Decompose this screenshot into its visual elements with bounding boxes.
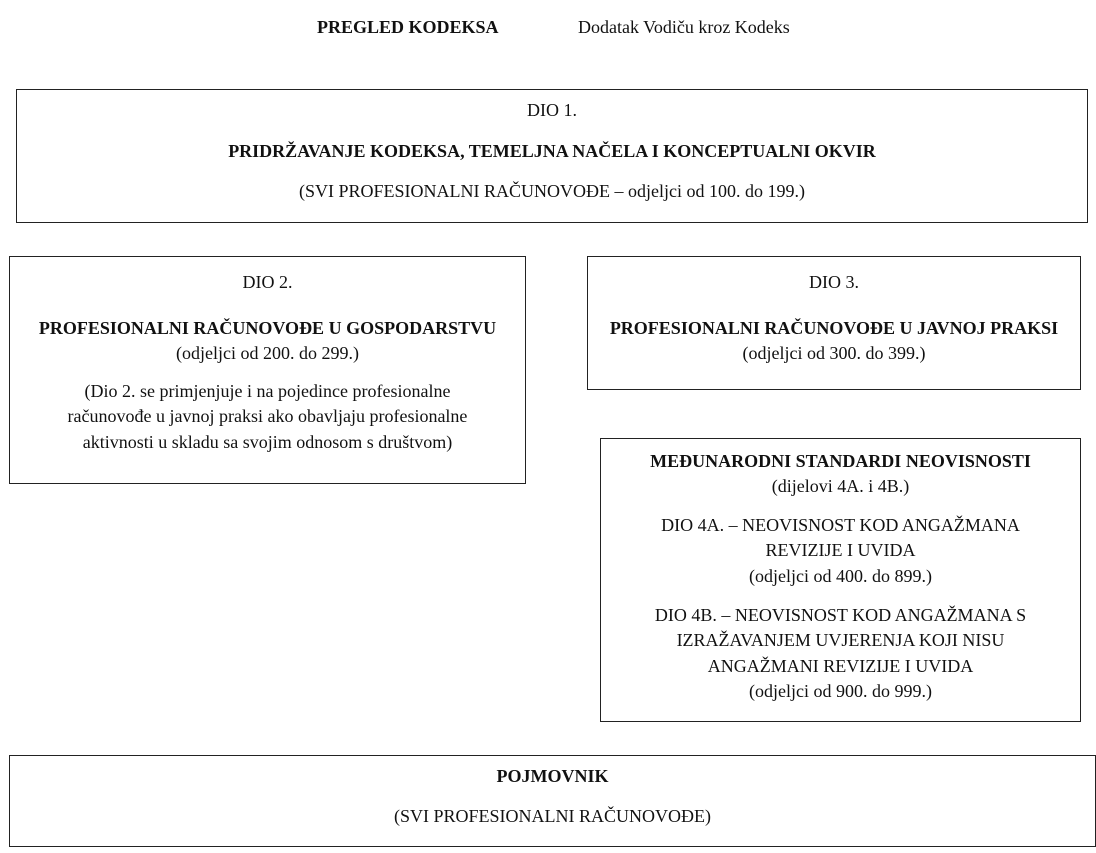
part1-label: DIO 1.	[527, 100, 577, 120]
glossary-box	[9, 755, 1096, 847]
part3-title: PROFESIONALNI RAČUNOVOĐE U JAVNOJ PRAKSI	[609, 318, 1059, 338]
part4b-line: DIO 4B. – NEOVISNOST KOD ANGAŽMANA S	[654, 605, 1027, 625]
document-subtitle: Dodatak Vodiču kroz Kodeks	[578, 17, 790, 37]
part1-box	[16, 89, 1088, 223]
part1-scope: (SVI PROFESIONALNI RAČUNOVOĐE – odjeljci od 100. do 199.)	[299, 181, 805, 201]
glossary-title: POJMOVNIK	[496, 766, 609, 786]
glossary-scope: (SVI PROFESIONALNI RAČUNOVOĐE)	[393, 806, 711, 826]
part1-title: PRIDRŽAVANJE KODEKSA, TEMELJNA NAČELA I KONCEPTUALNI OKVIR	[228, 141, 876, 161]
part3-box	[587, 256, 1081, 390]
part4a-sections: (odjeljci od 400. do 899.)	[749, 566, 932, 586]
part2-box	[9, 256, 526, 484]
document-title: PREGLED KODEKSA	[317, 17, 499, 37]
part4b-sections: (odjeljci od 900. do 999.)	[749, 681, 932, 701]
part3-sections: (odjeljci od 300. do 399.)	[742, 343, 926, 363]
part2-note-line: aktivnosti u skladu sa svojim odnosom s društvom)	[82, 432, 453, 452]
part2-note-line: računovođe u javnoj praksi ako obavljaju profesionalne	[67, 406, 468, 426]
part2-sections: (odjeljci od 200. do 299.)	[176, 343, 359, 363]
part4a-line: REVIZIJE I UVIDA	[765, 540, 916, 560]
part4-title: MEĐUNARODNI STANDARDI NEOVISNOSTI	[650, 451, 1031, 471]
part4a-line: DIO 4A. – NEOVISNOST KOD ANGAŽMANA	[661, 515, 1020, 535]
part4-subtitle: (dijelovi 4A. i 4B.)	[771, 476, 910, 496]
part4-box	[600, 438, 1081, 722]
part2-title: PROFESIONALNI RAČUNOVOĐE U GOSPODARSTVU	[38, 318, 497, 338]
part3-label: DIO 3.	[809, 272, 859, 292]
part4b-line: IZRAŽAVANJEM UVJERENJA KOJI NISU	[676, 630, 1005, 650]
part2-note-line: (Dio 2. se primjenjuje i na pojedince profesionalne	[84, 381, 451, 401]
part2-label: DIO 2.	[242, 272, 293, 292]
part4b-line: ANGAŽMANI REVIZIJE I UVIDA	[707, 656, 974, 676]
